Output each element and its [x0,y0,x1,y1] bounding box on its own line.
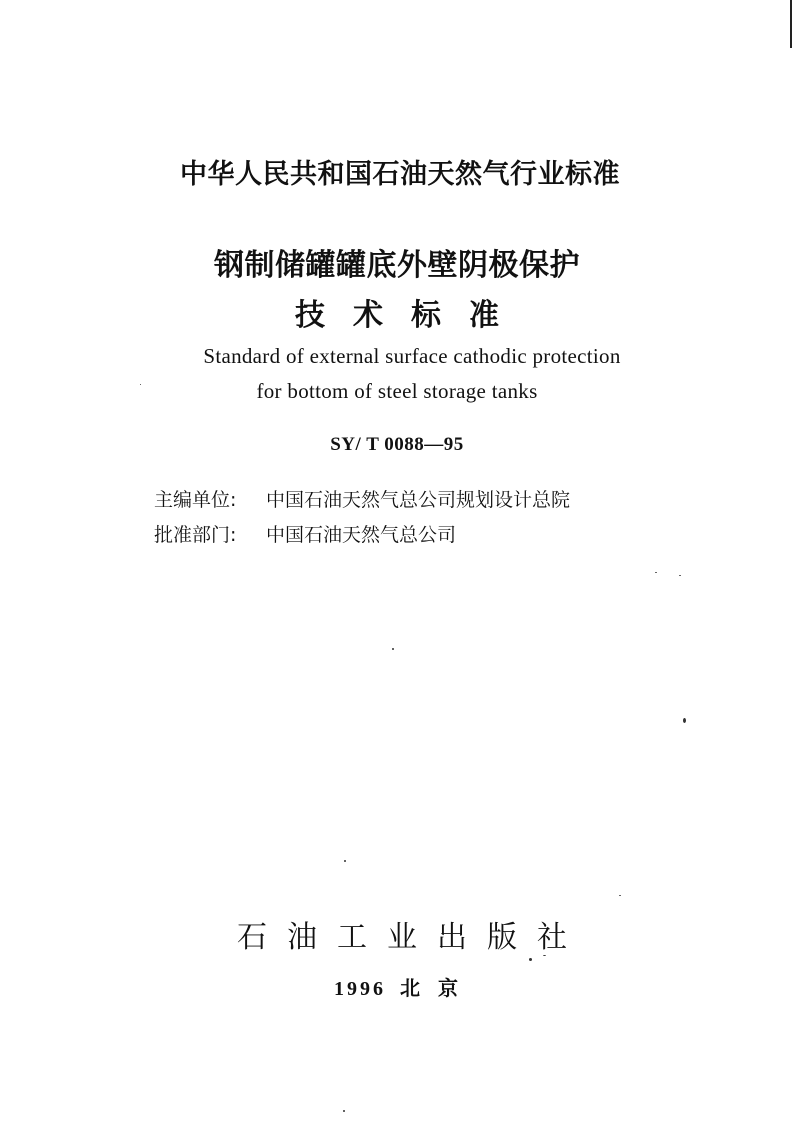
scan-speck [543,955,546,956]
publisher: 石油工业出版社 [237,920,587,955]
scan-speck [140,384,141,385]
standard-code: SY/ T 0088—95 [330,434,464,455]
scan-speck [655,572,657,573]
publication-year: 1996 [334,978,386,1000]
title-cn-line1: 钢制储罐罐底外壁阴极保护 [214,248,580,283]
editor-row [154,485,570,512]
scan-speck [392,648,394,650]
approver-value: 中国石油天然气总公司 [266,524,457,546]
publication-line [0,972,794,1001]
series-label: 中华人民共和国石油天然气行业标准 [180,159,620,190]
title-en-line1: Standard of external surface cathodic protection [203,344,621,368]
editor-value: 中国石油天然气总公司规划设计总院 [266,489,571,511]
scan-speck [344,860,346,862]
title-cn-line2: 技术标准 [295,298,527,333]
scan-speck [683,718,686,723]
scan-edge-mark [790,0,792,48]
editor-label: 主编单位: [154,489,237,511]
approver-label: 批准部门: [154,524,237,546]
scan-speck [343,1110,345,1112]
publication-city: 北京 [400,976,476,1000]
scan-speck [679,575,681,576]
scan-speck [529,958,532,961]
title-en-line2: for bottom of steel storage tanks [256,379,538,403]
scan-speck [619,895,621,896]
approver-row [154,520,456,547]
